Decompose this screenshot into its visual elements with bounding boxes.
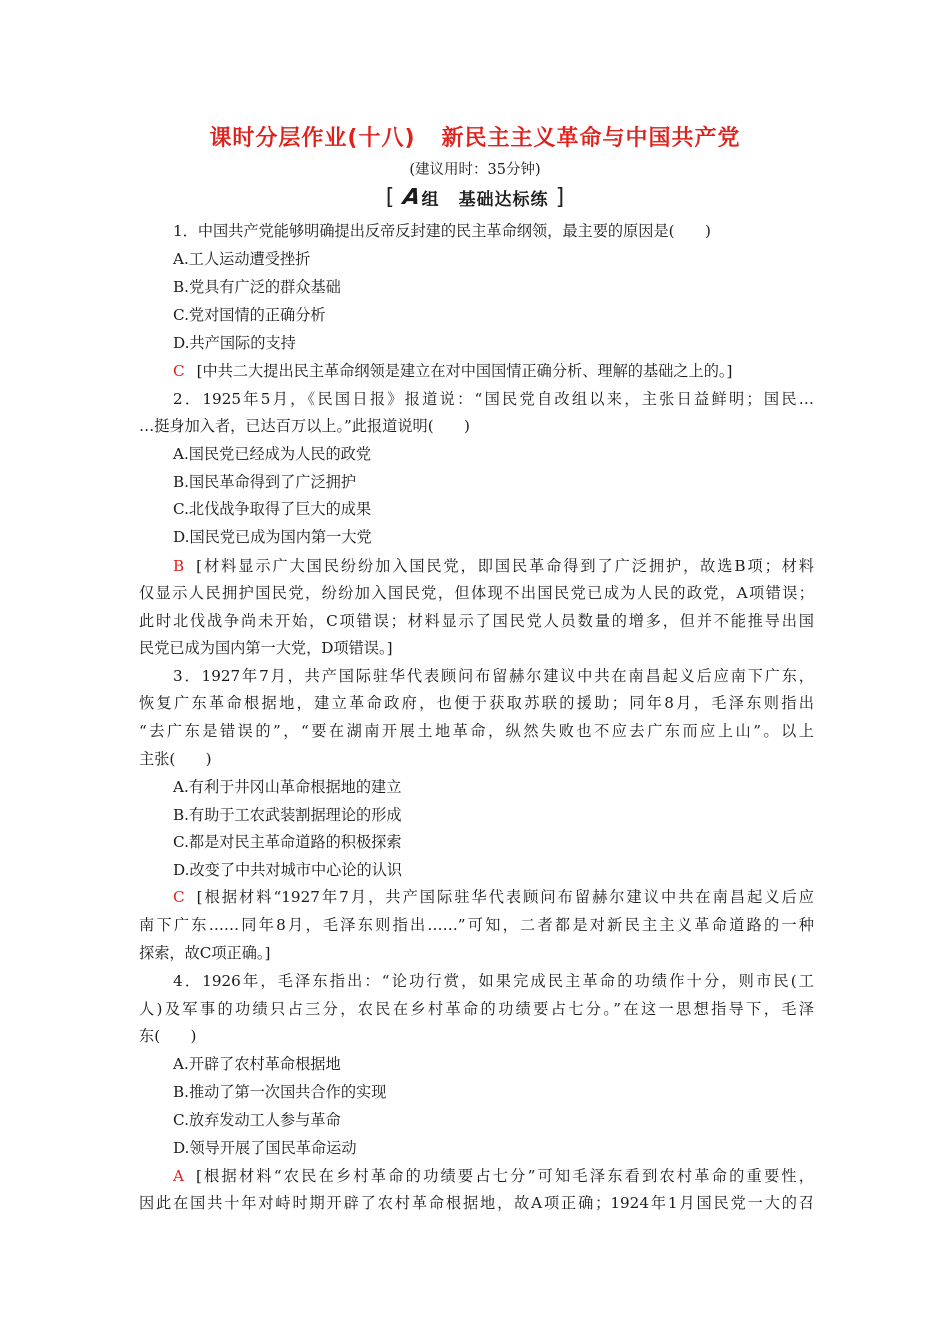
group-word: 组 — [421, 190, 440, 210]
q1-option-b: B.党具有广泛的群众基础 — [173, 278, 341, 296]
q1-option-d: D.共产国际的支持 — [173, 334, 296, 352]
q1-option-c: C.党对国情的正确分析 — [173, 306, 326, 324]
q3-explanation-line-3: 探索，故C项正确。] — [139, 944, 271, 962]
page-title — [0, 121, 950, 152]
q2-stem-line-1: 2．1925年5月，《民国日报》报道说：“国民党自改组以来，主张日益鲜明；国民… — [173, 390, 814, 408]
q3-answer-line — [173, 887, 814, 907]
q4-stem-line-2: 人)及军事的功绩只占三分，农民在乡村革命的功绩要占七分。”在这一思想指导下，毛泽 — [139, 1000, 814, 1018]
q4-stem-line-3: 东( ) — [139, 1027, 197, 1045]
group-name: 基础达标练 — [458, 190, 549, 210]
q4-explanation-line-2: 因此在国共十年对峙时期开辟了农村革命根据地，故A项正确；1924年1月国民党一大的召 — [139, 1194, 814, 1212]
q1-answer-line — [173, 361, 950, 381]
q2-answer-line — [173, 556, 814, 576]
q4-stem-line-1: 4．1926年，毛泽东指出：“论功行赏，如果完成民主革命的功绩作十分，则市民(工 — [173, 972, 814, 990]
q2-explanation-line-4: 民党已成为国内第一大党，D项错误。] — [139, 639, 393, 657]
q2-option-c: C.北伐战争取得了巨大的成果 — [173, 500, 372, 518]
q1-explanation: [中共二大提出民主革命纲领是建立在对中国国情正确分析、理解的基础之上的。] — [196, 362, 733, 380]
q2-option-a: A.国民党已经成为人民的政党 — [173, 445, 372, 463]
q1-stem: 1．中国共产党能够明确提出反帝反封建的民主革命纲领，最主要的原因是( ) — [173, 222, 711, 240]
group-heading — [0, 185, 950, 210]
q3-stem-line-1: 3．1927年7月，共产国际驻华代表顾问布留赫尔建议中共在南昌起义后应南下广东， — [173, 667, 814, 685]
q3-explanation-line-2: 南下广东……同年8月，毛泽东则指出……”可知，二者都是对新民主主义革命道路的一种 — [139, 916, 814, 934]
q2-explanation-line-1: [材料显示广大国民纷纷加入国民党，即国民革命得到了广泛拥护，故选B项；材料 — [196, 557, 814, 575]
q4-answer-line — [173, 1166, 814, 1186]
q4-answer: A — [173, 1167, 184, 1185]
q2-option-d: D.国民党已成为国内第一大党 — [173, 528, 372, 546]
q4-option-c: C.放弃发动工人参与革命 — [173, 1111, 341, 1129]
q4-option-d: D.领导开展了国民革命运动 — [173, 1139, 357, 1157]
q4-option-b: B.推动了第一次国共合作的实现 — [173, 1083, 387, 1101]
q2-explanation-line-2: 仅显示人民拥护国民党，纷纷加入国民党，但体现不出国民党已成为人民的政党，A项错误； — [139, 584, 814, 602]
q3-option-b: B.有助于工农武装割据理论的形成 — [173, 806, 402, 824]
q2-stem-line-2: …挺身加入者，已达百万以上。”此报道说明( ) — [139, 417, 470, 435]
q3-option-a: A.有利于井冈山革命根据地的建立 — [173, 778, 402, 796]
q2-option-b: B.国民革命得到了广泛拥护 — [173, 473, 357, 491]
title-left: 课时分层作业(十八) — [209, 126, 416, 151]
q4-option-a: A.开辟了农村革命根据地 — [173, 1055, 341, 1073]
q3-stem-line-3: “去广东是错误的”，“要在湖南开展土地革命，纵然失败也不应去广东而应上山”。以上 — [139, 722, 814, 740]
group-letter: A — [401, 185, 423, 210]
q3-stem-line-2: 恢复广东革命根据地，建立革命政府，也便于获取苏联的援助；同年8月，毛泽东则指出 — [139, 694, 814, 712]
q3-explanation-line-1: [根据材料“1927年7月，共产国际驻华代表顾问布留赫尔建议中共在南昌起义后应 — [196, 888, 814, 906]
q3-option-c: C.都是对民主革命道路的积极探索 — [173, 833, 402, 851]
suggested-time: (建议用时：35分钟) — [409, 162, 541, 178]
q1-option-a: A.工人运动遭受挫折 — [173, 250, 311, 268]
q3-answer: C — [173, 888, 185, 906]
q3-option-d: D.改变了中共对城市中心论的认识 — [173, 861, 403, 879]
group-open-bracket: [ — [385, 185, 395, 210]
title-right: 新民主主义革命与中国共产党 — [441, 126, 741, 151]
q2-answer: B — [173, 557, 185, 575]
q4-explanation-line-1: [根据材料“农民在乡村革命的功绩要占七分”可知毛泽东看到农村革命的重要性， — [195, 1167, 814, 1185]
group-close-bracket: ] — [555, 185, 565, 210]
q3-stem-line-4: 主张( ) — [139, 750, 212, 768]
q2-explanation-line-3: 此时北伐战争尚未开始，C项错误；材料显示了国民党人员数量的增多，但并不能推导出国 — [139, 612, 814, 630]
q1-answer: C — [173, 362, 185, 380]
